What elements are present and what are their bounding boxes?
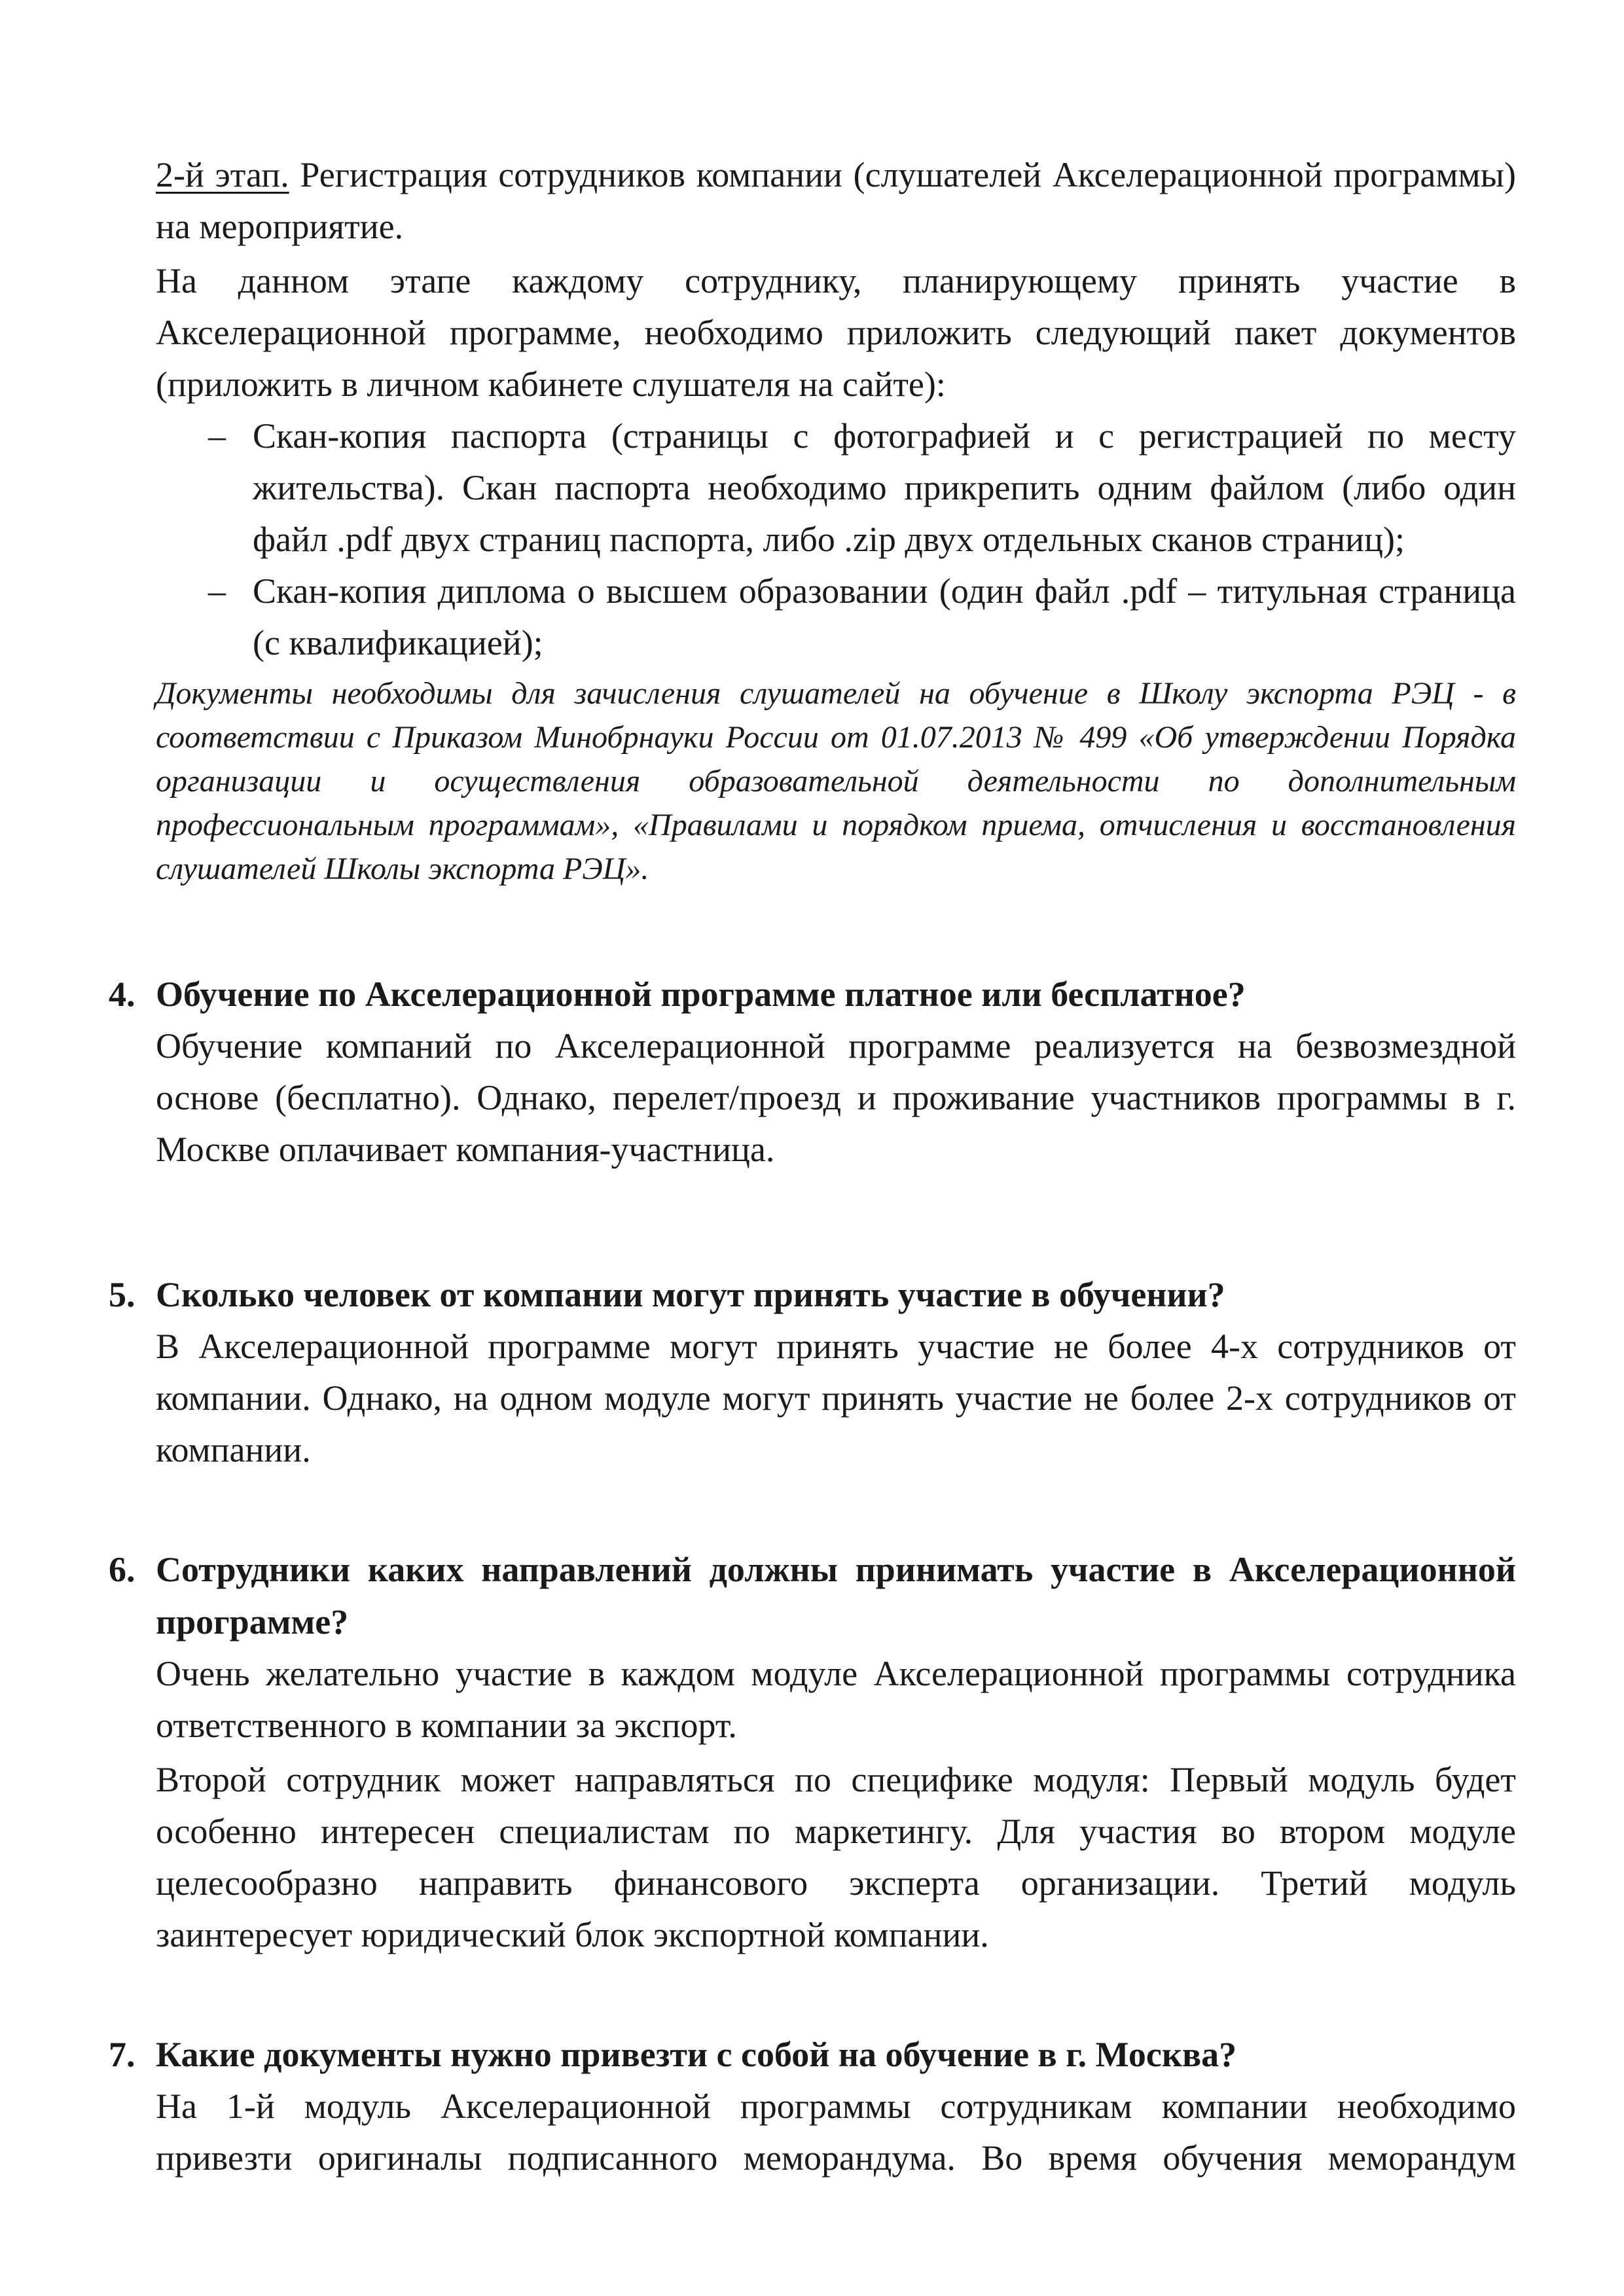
question-number: 5. bbox=[109, 1275, 135, 1314]
documents-list bbox=[156, 410, 1516, 669]
answer-paragraph: Очень желательно участие в каждом модуле Акселерационной программы сотрудника ответственного в компании за экспорт. bbox=[156, 1654, 1516, 1745]
question-heading: Сотрудники каких направлений должны принимать участие в Акселерационной программе? bbox=[156, 1550, 1516, 1641]
document-page bbox=[109, 149, 1516, 2184]
question-heading: Какие документы нужно привезти с собой на обучение в г. Москва? bbox=[156, 2035, 1237, 2074]
list-item-text: Скан-копия паспорта (страницы с фотографией и с регистрацией по месту жительства). Скан паспорта необходимо прикрепить одним файлом (либо один файл .pdf двух страниц паспорта, либо .zip двух отдельных сканов страниц); bbox=[253, 416, 1516, 559]
answer-paragraph: В Акселерационной программе могут принять участие не более 4-х сотрудников от компании. Однако, на одном модуле могут принять участие не более 2-х сотрудников от компании. bbox=[156, 1327, 1516, 1469]
question-number: 7. bbox=[109, 2035, 135, 2074]
stage-heading bbox=[156, 149, 1516, 253]
list-dash: – bbox=[208, 571, 226, 611]
faq-item-4 bbox=[109, 968, 1516, 1175]
faq-item-6 bbox=[109, 1543, 1516, 1961]
list-item-text: Скан-копия диплома о высшем образовании (один файл .pdf – титульная страница (с квалификацией); bbox=[253, 571, 1516, 662]
answer-paragraph: Второй сотрудник может направляться по специфике модуля: Первый модуль будет особенно интересен специалистам по маркетингу. Для участия во втором модуле целесообразно направить финансового эксперта организации. Третий модуль заинтересует юридический блок экспортной компании. bbox=[156, 1760, 1516, 1954]
stage-title: Регистрация сотрудников компании (слушателей Акселерационной программы) на мероприятие. bbox=[156, 155, 1516, 246]
list-item bbox=[156, 565, 1516, 669]
question-heading: Сколько человек от компании могут принять участие в обучении? bbox=[156, 1275, 1225, 1314]
question-heading: Обучение по Акселерационной программе платное или бесплатное? bbox=[156, 975, 1246, 1014]
stage-paragraph: На данном этапе каждому сотруднику, планирующему принять участие в Акселерационной программе, необходимо приложить следующий пакет документов (приложить в личном кабинете слушателя на сайте): bbox=[156, 261, 1516, 404]
answer-paragraph: На 1-й модуль Акселерационной программы сотрудникам компании необходимо привезти оригиналы подписанного меморандума. Во время обучения меморандум bbox=[156, 2087, 1516, 2178]
question-number: 6. bbox=[109, 1550, 135, 1589]
stage-label: 2-й этап. bbox=[156, 155, 289, 194]
answer-paragraph: Обучение компаний по Акселерационной программе реализуется на безвозмездной основе (бесплатно). Однако, перелет/проезд и проживание участников программы в г. Москве оплачивает компания-участница. bbox=[156, 1026, 1516, 1169]
list-dash: – bbox=[208, 416, 226, 456]
faq-item-5 bbox=[109, 1268, 1516, 1476]
question-number: 4. bbox=[109, 975, 135, 1014]
legal-note: Документы необходимы для зачисления слушателей на обучение в Школу экспорта РЭЦ - в соответствии с Приказом Минобрнауки России от 01.07.2013 № 499 «Об утверждении Порядка организации и осуществления образовательной деятельности по дополнительным профессиональным программам», «Правилами и порядком приема, отчисления и восстановления слушателей Школы экспорта РЭЦ». bbox=[156, 676, 1516, 886]
list-item bbox=[156, 410, 1516, 565]
faq-item-7 bbox=[109, 2028, 1516, 2184]
